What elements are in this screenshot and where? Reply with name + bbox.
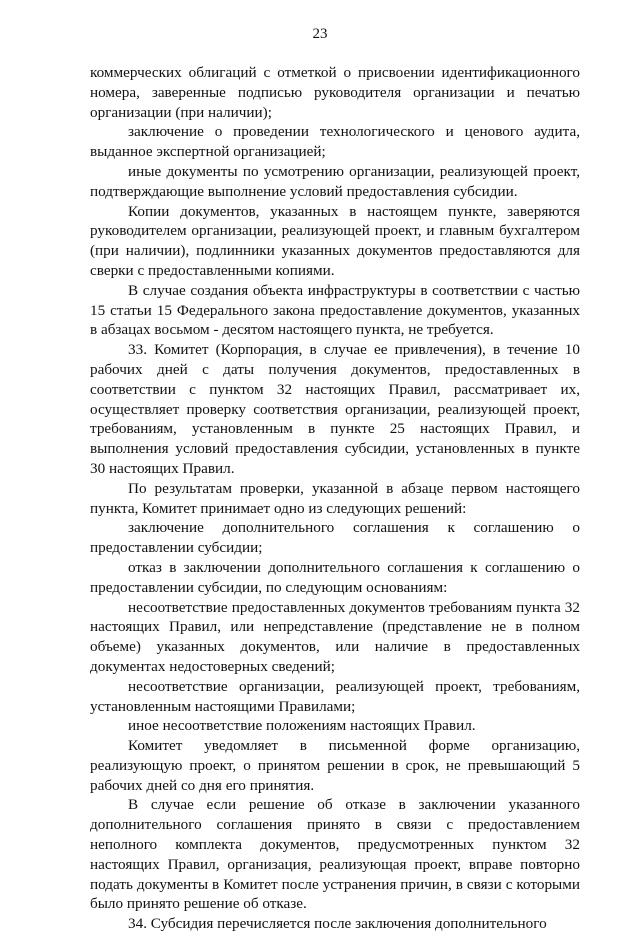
paragraph: иные документы по усмотрению организации, реализующей проект, подтверждающие выполнение условий предоставления субсидии. bbox=[90, 162, 580, 200]
paragraph: В случае создания объекта инфраструктуры в соответствии с частью 15 статьи 15 Федерального закона предоставление документов, указанных в абзацах восьмом - десятом настоящего пункта, не требуется. bbox=[90, 281, 580, 339]
paragraph: заключение о проведении технологического и ценового аудита, выданное экспертной организацией; bbox=[90, 123, 580, 161]
paragraph: Комитет уведомляет в письменной форме организацию, реализующую проект, о принятом решении в срок, не превышающий 5 рабочих дней со дня его принятия. bbox=[90, 737, 580, 794]
paragraph: 33. Комитет (Корпорация, в случае ее привлечения), в течение 10 рабочих дней с даты получения документов, предоставленных в соответствии с пунктом 32 настоящих Правил, рассматривает их, осуществляет проверку соответствия организации, реализующей проект, требованиям, установленным в пункте 25 настоящих Правил, и выполнения условий предоставления субсидии, установленных в пункте 30 настоящих Правил. bbox=[90, 341, 580, 477]
page-number: 23 bbox=[312, 26, 328, 42]
paragraph: заключение дополнительного соглашения к соглашению о предоставлении субсидии; bbox=[90, 519, 580, 557]
paragraph: В случае если решение об отказе в заключении указанного дополнительного соглашения принято в связи с предоставлением неполного комплекта документов, предусмотренных пунктом 32 настоящих Правил, организация, реализующая проект, вправе повторно подать документы в Комитет после устранения причин, в связи с которыми было принято решение об отказе. bbox=[90, 796, 580, 913]
paragraph: иное несоответствие положениям настоящих Правил. bbox=[128, 717, 476, 735]
paragraph: 34. Субсидия перечисляется после заключения дополнительного bbox=[128, 915, 547, 933]
paragraph: По результатам проверки, указанной в абзаце первом настоящего пункта, Комитет принимает одно из следующих решений: bbox=[90, 479, 580, 517]
paragraph: несоответствие организации, реализующей проект, требованиям, установленным настоящими Правилами; bbox=[90, 677, 580, 715]
paragraph: несоответствие предоставленных документов требованиям пункта 32 настоящих Правил, или непредставление (представление не в полном объеме) указанных документов, или наличие в предоставленных документах недостоверных сведений; bbox=[90, 598, 580, 675]
document-body bbox=[90, 63, 580, 934]
paragraph: отказ в заключении дополнительного соглашения к соглашению о предоставлении субсидии, по следующим основаниям: bbox=[90, 558, 580, 596]
paragraph: коммерческих облигаций с отметкой о присвоении идентификационного номера, заверенные подписью руководителя организации и печатью организации (при наличии); bbox=[90, 64, 580, 121]
paragraph: Копии документов, указанных в настоящем пункте, заверяются руководителем организации, реализующей проект, и главным бухгалтером (при наличии), подлинники указанных документов предоставляются для сверки с предоставленными копиями. bbox=[90, 202, 580, 279]
